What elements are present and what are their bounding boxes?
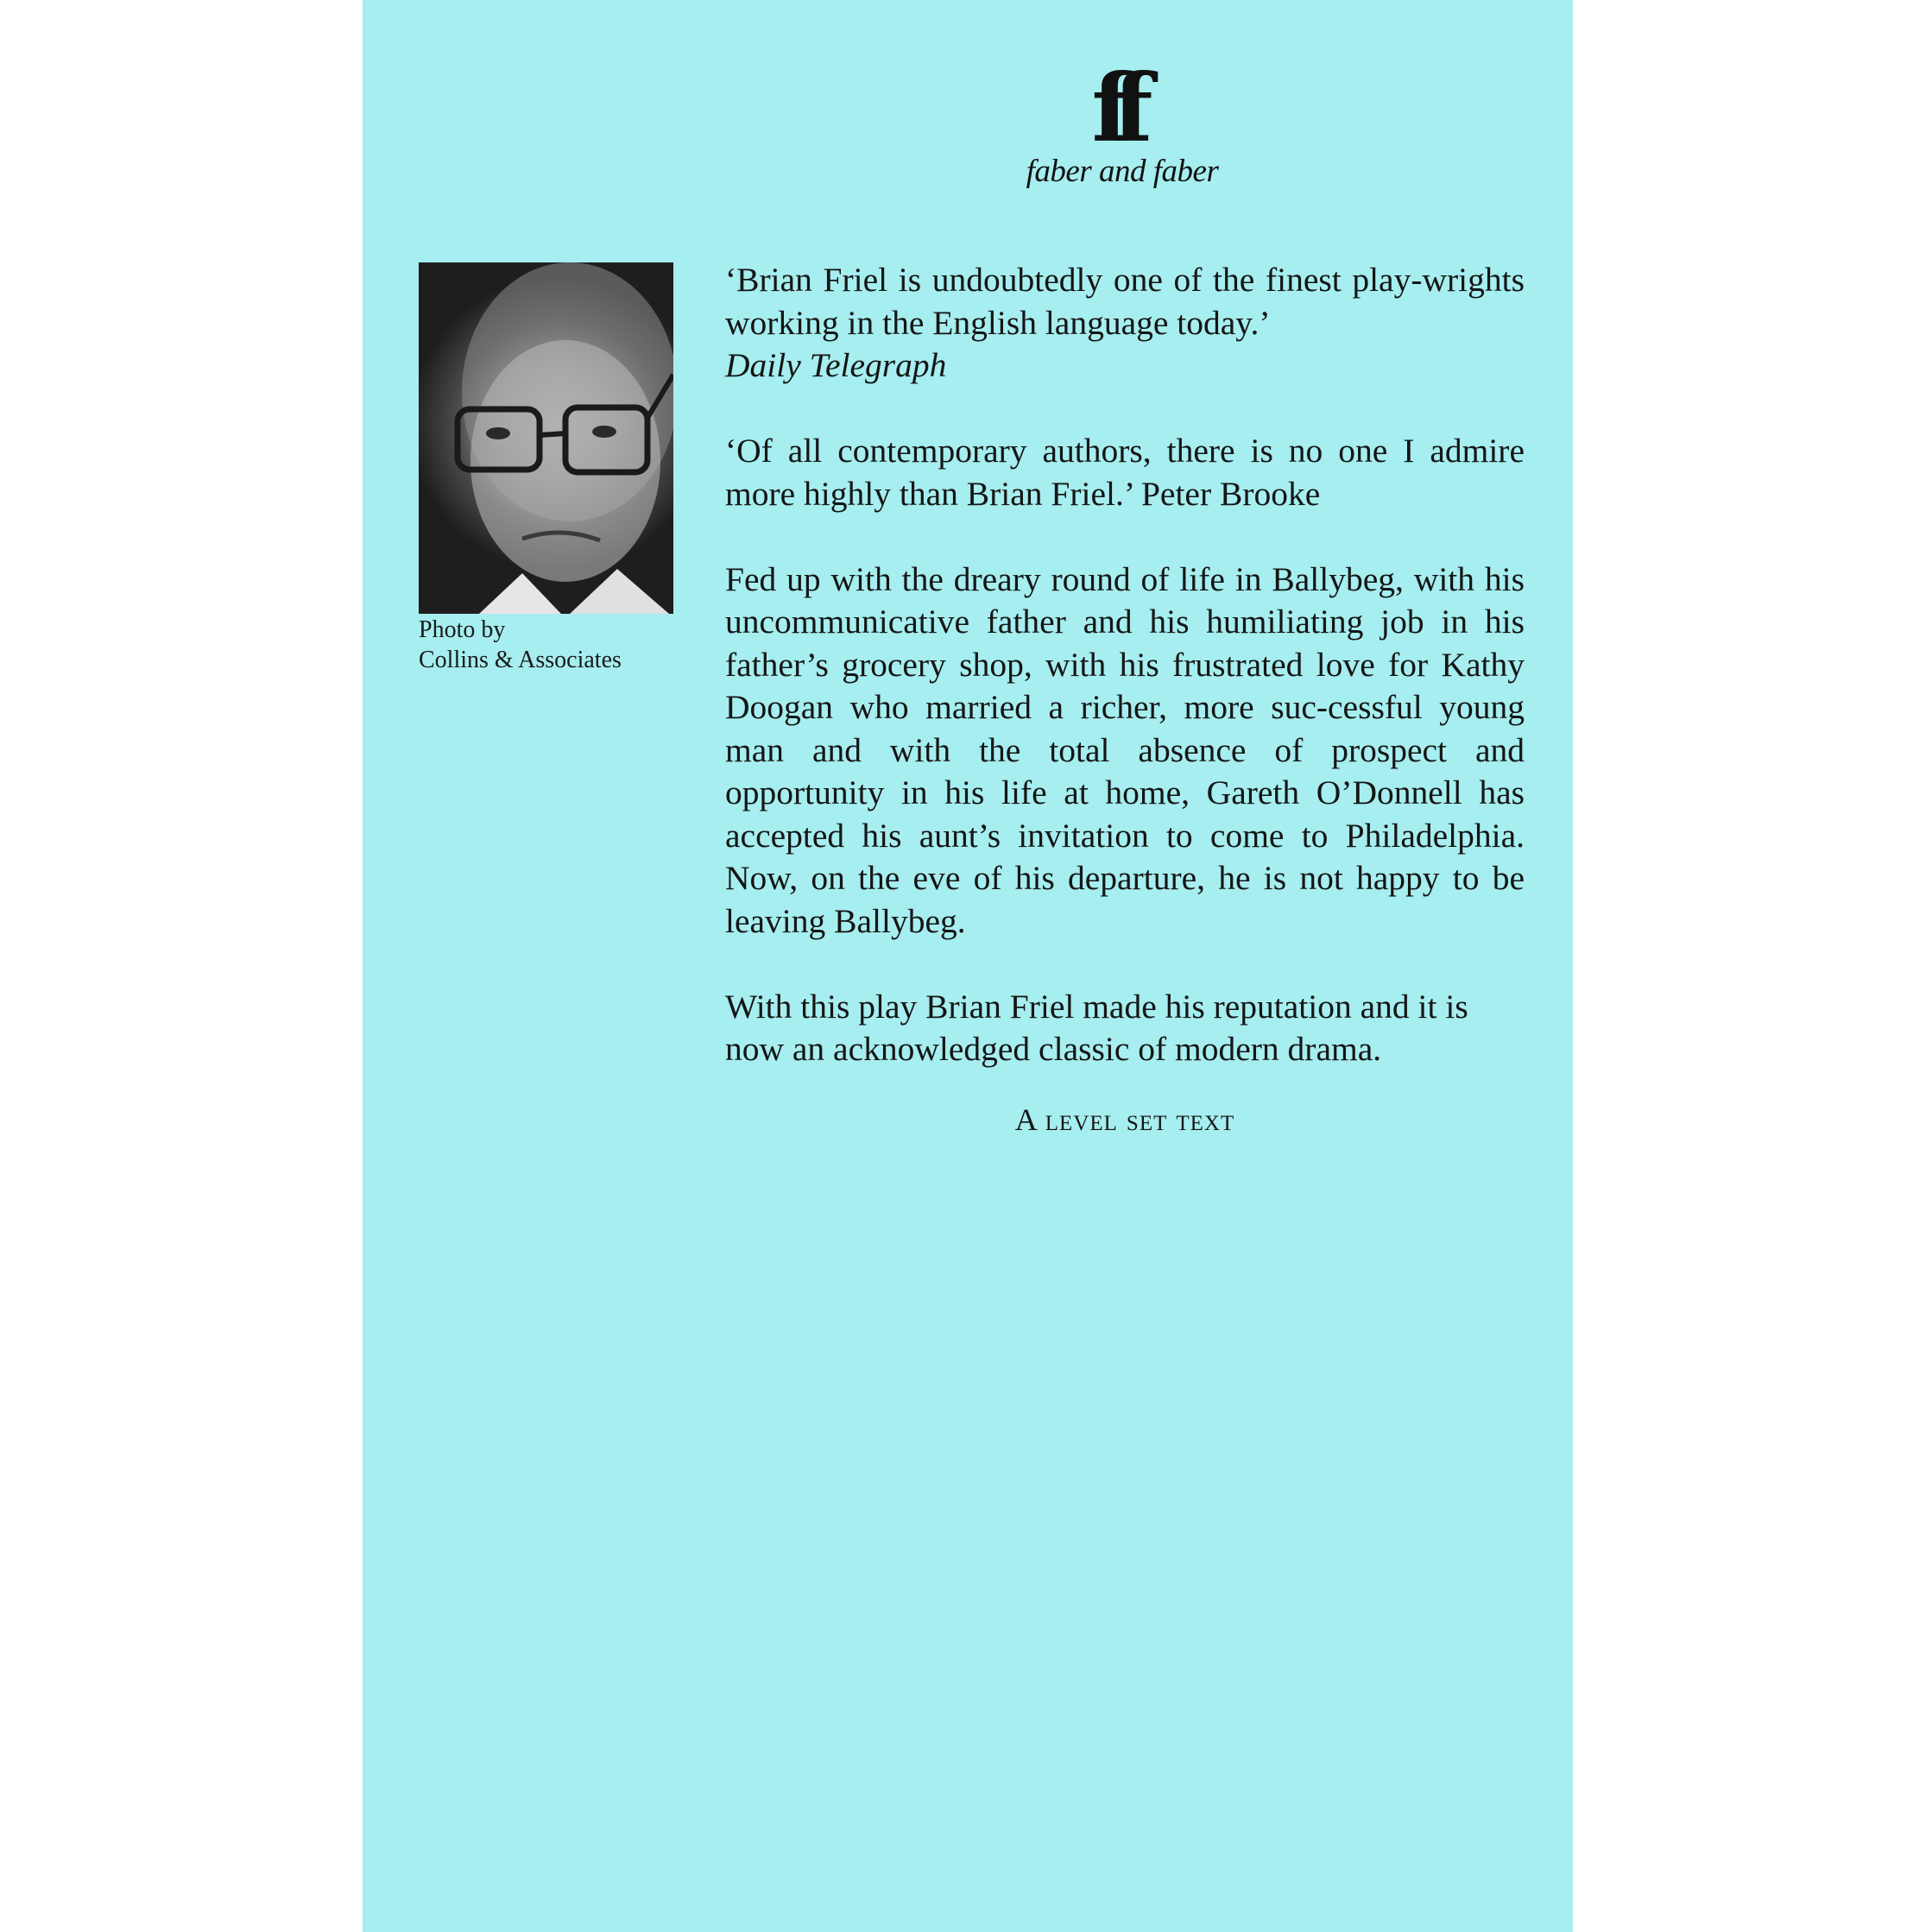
publisher-mark: ff xyxy=(1091,54,1134,163)
blurb-column xyxy=(725,259,1525,1114)
synopsis-paragraph: Fed up with the dreary round of life in Ballybeg, with his uncommunicative father and his humiliating job in his father’s grocery shop, with his frustrated love for Kathy Doogan who married a richer, more suc-cessful young man and with the total absence of prospect and opportunity in his life at home, Gareth O’Donnell has accepted his aunt’s invitation to come to Philadelphia. Now, on the eve of his departure, he is not happy to be leaving Ballybeg. xyxy=(725,559,1525,940)
publisher-logo xyxy=(1010,54,1234,190)
quote-text: ‘Of all contemporary authors, there is no one I admire more highly than Brian Friel.’ xyxy=(725,432,1525,513)
quote-text: ‘Brian Friel is undoubtedly one of the finest play-wrights working in the English language today.’ xyxy=(725,261,1525,342)
author-photo xyxy=(419,262,673,614)
publisher-name: faber and faber xyxy=(1026,154,1219,190)
quote xyxy=(725,430,1525,515)
photo-credit-line: Collins & Associates xyxy=(419,647,622,673)
photo-credit-line: Photo by xyxy=(419,616,506,643)
author-portrait-image xyxy=(419,262,673,614)
quote xyxy=(725,259,1525,388)
set-text-note: A level set text xyxy=(1014,1102,1235,1137)
quote-source: Daily Telegraph xyxy=(725,346,947,384)
photo-credit xyxy=(419,615,622,675)
quote-source: Peter Brooke xyxy=(1140,474,1321,513)
synopsis-paragraph: With this play Brian Friel made his reputation and it is now an acknowledged classic of modern drama. xyxy=(725,987,1468,1068)
